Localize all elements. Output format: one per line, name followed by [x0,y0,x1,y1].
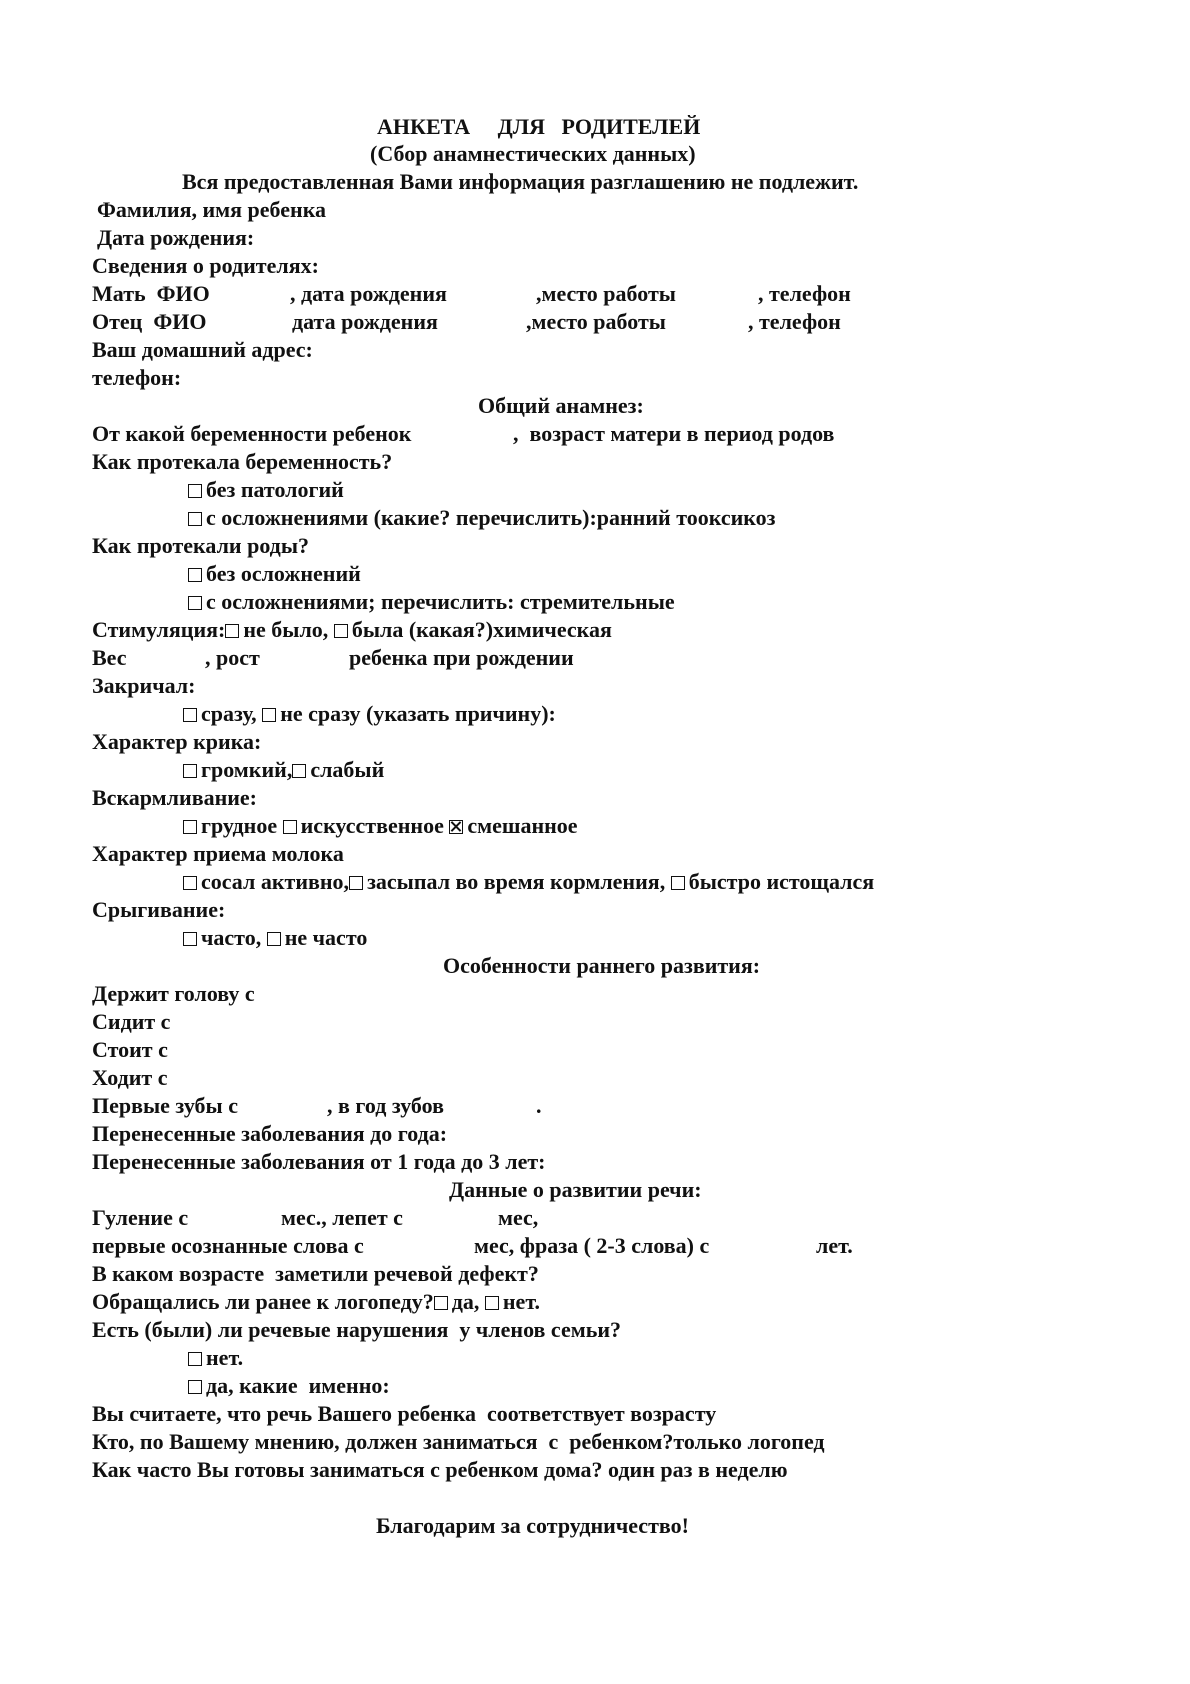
how-often-question: Как часто Вы готовы заниматься с ребенком дома? один раз в неделю [92,1457,788,1482]
document-subtitle: (Сбор анамнестических данных) [370,141,696,166]
option-label: искусственное [300,813,444,838]
checkbox-icon[interactable] [267,932,281,946]
checkbox-icon[interactable] [188,1352,202,1366]
checkbox-icon[interactable] [188,1380,202,1394]
cooing-label: Гуление с [92,1205,189,1230]
birth-option-normal[interactable] [188,561,361,587]
option-label: засыпал во время кормления, [367,869,666,894]
option-label: часто, [201,925,262,950]
age-appropriate-question: Вы считаете, что речь Вашего ребенка соответствует возрасту [92,1401,717,1426]
teeth-period: . [536,1093,542,1118]
checkbox-icon[interactable] [349,876,363,890]
child-name-label: Фамилия, имя ребенка [97,197,327,222]
spit-question: Срыгивание: [92,897,226,922]
logoped-question: Обращались ли ранее к логопеду? [92,1289,434,1314]
checkbox-icon[interactable] [262,708,276,722]
illness-before-1-label: Перенесенные заболевания до года: [92,1121,448,1146]
checked-checkbox-icon[interactable] [449,820,463,834]
option-label: не было, [243,617,329,642]
checkbox-icon[interactable] [188,596,202,610]
cried-options [183,701,556,727]
option-label: без осложнений [206,561,361,586]
option-label: не часто [284,925,368,950]
pregnancy-question: Как протекала беременность? [92,449,393,474]
illness-1-to-3-label: Перенесенные заболевания от 1 года до 3 лет: [92,1149,546,1174]
years-label: лет. [816,1233,853,1258]
checkbox-icon[interactable] [334,624,348,638]
checkbox-icon[interactable] [188,512,202,526]
father-phone-label: , телефон [748,309,841,334]
cry-question: Характер крика: [92,729,262,754]
checkbox-icon[interactable] [671,876,685,890]
pregnancy-number-label: От какой беременности ребенок [92,421,412,446]
mother-work-label: ,место работы [536,281,676,306]
option-label: быстро истощался [688,869,875,894]
option-label: смешанное [467,813,578,838]
pregnancy-option-complications[interactable] [188,505,776,531]
father-birth-label: дата рождения [292,309,438,334]
first-words-label: первые осознанные слова с [92,1233,364,1258]
weight-label: Вес [92,645,127,670]
option-label: да, [451,1289,480,1314]
option-label: да, какие именно: [206,1373,390,1398]
babble-months-label: мес, [498,1205,539,1230]
phrase-label: мес, фраза ( 2-3 слова) с [474,1233,710,1258]
logoped-question-row [92,1289,540,1315]
checkbox-icon[interactable] [292,764,306,778]
checkbox-icon[interactable] [183,708,197,722]
stimulation-label: Стимуляция: [92,617,226,642]
option-label: нет. [206,1345,244,1370]
defect-question: В каком возрасте заметили речевой дефект? [92,1261,539,1286]
early-development-heading: Особенности раннего развития: [443,953,761,978]
checkbox-icon[interactable] [183,820,197,834]
option-label: слабый [310,757,385,782]
option-label: сосал активно, [201,869,350,894]
family-option-no[interactable] [188,1345,243,1371]
checkbox-icon[interactable] [183,764,197,778]
option-label: не сразу (указать причину): [280,701,556,726]
checkbox-icon[interactable] [188,484,202,498]
spit-options [183,925,367,951]
walks-label: Ходит с [92,1065,168,1090]
feeding-options [183,813,578,839]
mother-phone-label: , телефон [758,281,851,306]
family-question: Есть (были) ли речевые нарушения у членов семьи? [92,1317,622,1342]
option-label: без патологий [206,477,344,502]
father-work-label: ,место работы [526,309,666,334]
mother-age-label: , возраст матери в период родов [513,421,835,446]
cooing-months-label: мес., лепет с [281,1205,403,1230]
first-teeth-label: Первые зубы с [92,1093,238,1118]
stimulation-row [92,617,612,643]
stands-label: Стоит с [92,1037,168,1062]
speech-development-heading: Данные о развитии речи: [449,1177,702,1202]
family-option-yes[interactable] [188,1373,390,1399]
thanks-footer: Благодарим за сотрудничество! [376,1513,689,1538]
option-label: грудное [201,813,278,838]
general-anamnesis-heading: Общий анамнез: [478,393,644,418]
checkbox-icon[interactable] [283,820,297,834]
child-birth-label: Дата рождения: [97,225,255,250]
checkbox-icon[interactable] [225,624,239,638]
at-birth-label: ребенка при рождении [349,645,574,670]
checkbox-icon[interactable] [188,568,202,582]
pregnancy-option-normal[interactable] [188,477,344,503]
cry-options [183,757,384,783]
option-label: с осложнениями; перечислить: стремительные [206,589,675,614]
checkbox-icon[interactable] [485,1296,499,1310]
cried-label: Закричал: [92,673,196,698]
document-title: АНКЕТА ДЛЯ РОДИТЕЛЕЙ [377,114,701,139]
privacy-notice: Вся предоставленная Вами информация разглашению не подлежит. [182,169,859,194]
milk-question: Характер приема молока [92,841,344,866]
holds-head-label: Держит голову с [92,981,255,1006]
checkbox-icon[interactable] [434,1296,448,1310]
parents-heading: Сведения о родителях: [92,253,319,278]
who-should-work-question: Кто, по Вашему мнению, должен заниматься с ребенком?только логопед [92,1429,825,1454]
mother-birth-label: , дата рождения [290,281,447,306]
option-label: громкий, [201,757,293,782]
milk-options [183,869,874,895]
sits-label: Сидит с [92,1009,171,1034]
option-label: нет. [502,1289,540,1314]
birth-option-complications[interactable] [188,589,675,615]
birth-question: Как протекали роды? [92,533,309,558]
feeding-question: Вскармливание: [92,785,258,810]
checkbox-icon[interactable] [183,876,197,890]
checkbox-icon[interactable] [183,932,197,946]
home-address-label: Ваш домашний адрес: [92,337,313,362]
father-label: Отец ФИО [92,309,207,334]
mother-label: Мать ФИО [92,281,210,306]
teeth-per-year-label: , в год зубов [327,1093,444,1118]
option-label: была (какая?)химическая [351,617,612,642]
option-label: с осложнениями (какие? перечислить):ранний тооксикоз [206,505,776,530]
home-phone-label: телефон: [92,365,182,390]
height-label: , рост [205,645,260,670]
option-label: сразу, [201,701,257,726]
